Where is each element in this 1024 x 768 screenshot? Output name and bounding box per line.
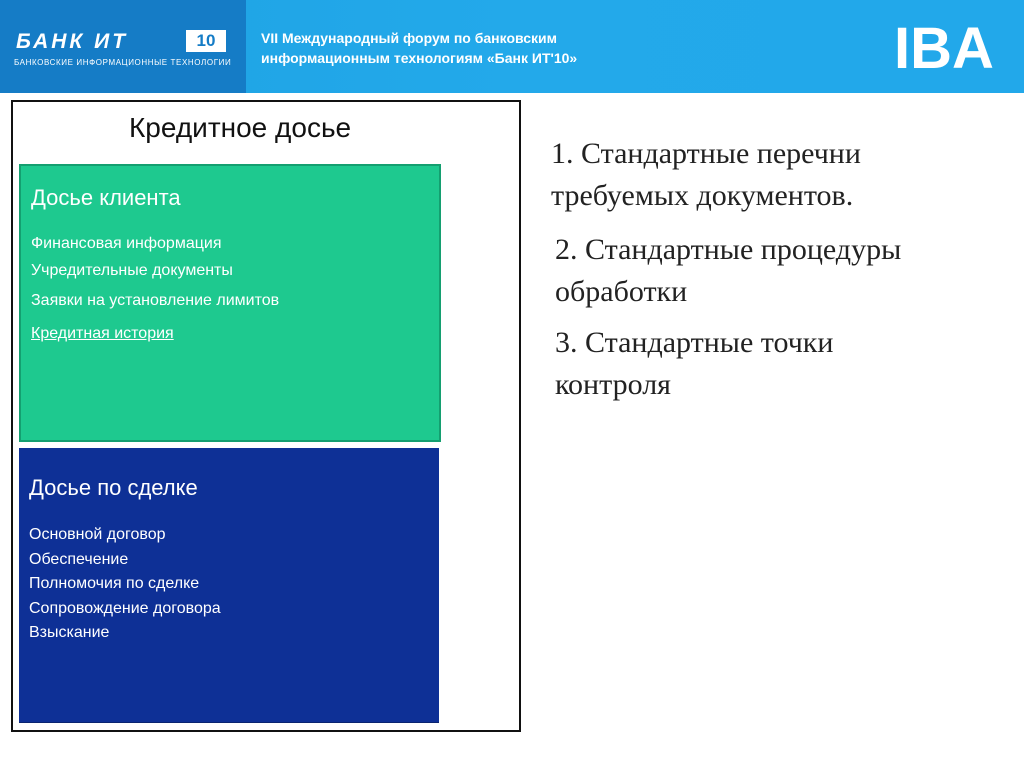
logo-text: БАНК ИТ bbox=[16, 30, 129, 53]
right-list-item-2-line-2: обработки bbox=[555, 275, 688, 308]
bank-it-logo bbox=[14, 29, 228, 55]
client-item-limit-requests: Заявки на установление лимитов bbox=[31, 292, 280, 309]
forum-title-line-1: VII Международный форум по банковским bbox=[261, 30, 558, 46]
logo-subtitle: БАНКОВСКИЕ ИНФОРМАЦИОННЫЕ ТЕХНОЛОГИИ bbox=[14, 58, 232, 67]
client-dossier-heading: Досье клиента bbox=[31, 185, 181, 210]
client-item-financial-info: Финансовая информация bbox=[31, 235, 222, 252]
forum-title bbox=[261, 28, 661, 68]
right-list-item-2 bbox=[555, 229, 975, 313]
deal-item-authority: Полномочия по сделке bbox=[29, 575, 200, 592]
deal-item-main-contract: Основной договор bbox=[29, 526, 166, 543]
header-banner bbox=[0, 0, 1024, 93]
right-list-item-1 bbox=[551, 133, 971, 217]
deal-item-recovery: Взыскание bbox=[29, 624, 110, 641]
iba-logo-text: IBA bbox=[894, 16, 994, 76]
right-list-item-2-line-1: 2. Стандартные процедуры bbox=[555, 233, 902, 266]
client-item-founding-docs: Учредительные документы bbox=[31, 262, 233, 279]
deal-dossier-heading: Досье по сделке bbox=[29, 475, 198, 500]
right-list-item-3-line-1: 3. Стандартные точки bbox=[555, 326, 834, 359]
iba-logo bbox=[884, 16, 1004, 76]
credit-dossier-title: Кредитное досье bbox=[129, 112, 352, 143]
logo-number: 10 bbox=[186, 30, 226, 52]
deal-dossier-box bbox=[19, 448, 439, 723]
right-list-item-1-line-1: 1. Стандартные перечни bbox=[551, 137, 861, 170]
bank-it-logo-panel bbox=[0, 0, 246, 93]
deal-item-collateral: Обеспечение bbox=[29, 551, 129, 568]
right-list-item-3 bbox=[555, 322, 975, 406]
deal-item-contract-support: Сопровождение договора bbox=[29, 600, 221, 617]
forum-title-line-2: информационным технологиям «Банк ИТ'10» bbox=[261, 50, 578, 66]
client-item-credit-history-link[interactable]: Кредитная история bbox=[31, 325, 174, 342]
client-dossier-box bbox=[19, 164, 441, 442]
right-list-item-3-line-2: контроля bbox=[555, 368, 671, 401]
right-list-item-1-line-2: требуемых документов. bbox=[551, 179, 854, 212]
